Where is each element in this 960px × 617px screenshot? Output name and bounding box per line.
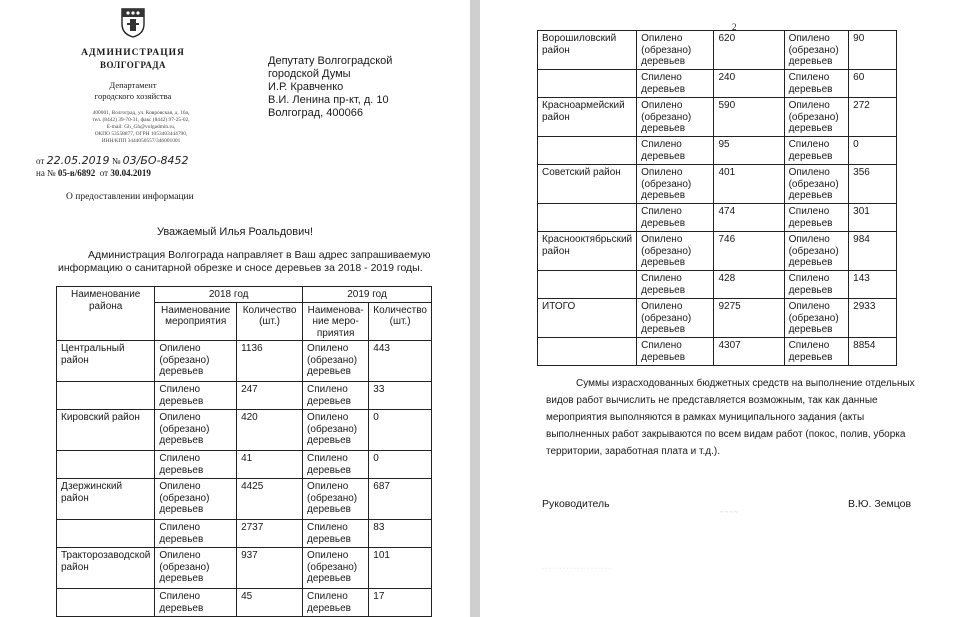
table-row [57, 341, 432, 382]
ref-date: 30.04.2019 [110, 168, 151, 178]
event-2019-cell: Опилено (обрезано) деревьев [784, 98, 849, 137]
event-2018-cell: Спилено деревьев [637, 137, 714, 165]
district-cell: Советский район [538, 165, 637, 204]
event-2019-cell: Опилено (обрезано) деревьев [784, 299, 849, 338]
qty-2018-cell: 41 [237, 451, 303, 479]
event-2019-cell: Спилено деревьев [303, 589, 369, 617]
qty-2019-cell: 90 [849, 31, 897, 70]
event-2019-cell: Опилено (обрезано) деревьев [303, 410, 369, 451]
qty-2018-cell: 2737 [237, 520, 303, 548]
table-row [57, 479, 432, 520]
address-line: тел. (8442) 39-70-31, факс (8442) 97-25-02, [92, 117, 190, 123]
event-2018-cell: Спилено деревьев [155, 451, 237, 479]
header-year-2019: 2019 год [303, 287, 432, 303]
address-line: 400001, Волгоград, ул. Ковровская, д. 16а, [92, 110, 190, 116]
qty-2019-cell: 0 [369, 410, 432, 451]
reg-number-prefix: № [111, 156, 121, 166]
qty-2019-cell: 0 [369, 451, 432, 479]
qty-2019-cell: 143 [849, 271, 897, 299]
event-2018-cell: Опилено (обрезано) деревьев [637, 98, 714, 137]
event-2019-cell: Опилено (обрезано) деревьев [303, 548, 369, 589]
table-row [57, 520, 432, 548]
letter-page-2 [480, 0, 960, 617]
qty-2018-cell: 247 [237, 382, 303, 410]
qty-2018-cell: 590 [714, 98, 784, 137]
qty-2018-cell: 1136 [237, 341, 303, 382]
ref-from: от [99, 168, 109, 178]
event-2018-cell: Опилено (обрезано) деревьев [637, 165, 714, 204]
qty-2019-cell: 2933 [849, 299, 897, 338]
event-2018-cell: Опилено (обрезано) деревьев [155, 410, 237, 451]
event-2018-cell: Спилено деревьев [155, 382, 237, 410]
event-2019-cell: Опилено (обрезано) деревьев [303, 341, 369, 382]
qty-2019-cell: 17 [369, 589, 432, 617]
event-2019-cell: Опилено (обрезано) деревьев [784, 232, 849, 271]
event-2018-cell: Спилено деревьев [637, 271, 714, 299]
recipient-line: Депутату Волгоградской [268, 55, 393, 67]
district-cell: Тракторозаводской район [57, 548, 155, 589]
header-year-2018: 2018 год [155, 287, 303, 303]
greeting: Уважаемый Илья Роальдович! [156, 226, 314, 238]
ref-prefix: на № [36, 168, 56, 178]
letter-subject: О предоставлении информации [66, 192, 194, 202]
budget-summary-paragraph: Суммы израсходованных бюджетных средств на выполнение отдельных видов работ вычислить не представляется возможным, так как данные мероприятия выполняются в рамках муниципального задания (акты выполненных работ закрываются по всем видам работ (покос, полив, уборка территории, заработная плата и т.д.). [546, 378, 915, 457]
qty-2018-cell: 401 [714, 165, 784, 204]
table-row [538, 338, 897, 366]
event-2019-cell: Опилено (обрезано) деревьев [303, 479, 369, 520]
district-cell [538, 204, 637, 232]
qty-2019-cell: 356 [849, 165, 897, 204]
district-cell [538, 137, 637, 165]
header-qty-2018: Количество (шт.) [237, 302, 303, 341]
qty-2019-cell: 60 [849, 70, 897, 98]
qty-2018-cell: 45 [237, 589, 303, 617]
header-event-2019: Наименова-ние меро-приятия [303, 302, 369, 341]
table-row [538, 137, 897, 165]
recipient-line: И.Р. Кравченко [268, 81, 344, 93]
qty-2019-cell: 272 [849, 98, 897, 137]
org-name-line1: АДМИНИСТРАЦИЯ [81, 48, 185, 58]
event-2019-cell: Спилено деревьев [784, 338, 849, 366]
address-line: ОКПО 53558877, ОГРН 1053403444790, [94, 131, 188, 137]
district-cell [57, 589, 155, 617]
table-header-row [57, 287, 432, 303]
executor-note-blurred: · · · · · · · · · · · · · · · · · · · · [542, 566, 611, 572]
event-2019-cell: Спилено деревьев [784, 204, 849, 232]
event-2018-cell: Спилено деревьев [637, 70, 714, 98]
qty-2019-cell: 687 [369, 479, 432, 520]
qty-2018-cell: 474 [714, 204, 784, 232]
qty-2019-cell: 301 [849, 204, 897, 232]
reg-number-handwritten: 03/БО-8452 [122, 154, 189, 167]
address-line: ИНН/КПП 3444050557/346001001 [101, 138, 181, 144]
district-cell: Кировский район [57, 410, 155, 451]
reg-from-prefix: от [36, 156, 45, 166]
district-cell: Краснооктябрьский район [538, 232, 637, 271]
event-2018-cell: Спилено деревьев [637, 338, 714, 366]
signature-mark: ~ ~ ~ ~ [720, 510, 738, 516]
table-row [538, 70, 897, 98]
registration-line [36, 154, 189, 167]
event-2018-cell: Опилено (обрезано) деревьев [637, 31, 714, 70]
event-2019-cell: Спилено деревьев [303, 520, 369, 548]
table-row [538, 232, 897, 271]
table-row [57, 382, 432, 410]
table-row [57, 410, 432, 451]
qty-2019-cell: 8854 [849, 338, 897, 366]
table-row [538, 299, 897, 338]
table-row [57, 451, 432, 479]
event-2018-cell: Спилено деревьев [155, 520, 237, 548]
header-event-2018: Наименование мероприятия [155, 302, 237, 341]
signature-name: В.Ю. Земцов [848, 498, 912, 510]
table-row [538, 31, 897, 70]
header-qty-2019: Количество (шт.) [369, 302, 432, 341]
qty-2018-cell: 4425 [237, 479, 303, 520]
qty-2019-cell: 0 [849, 137, 897, 165]
qty-2018-cell: 620 [714, 31, 784, 70]
letter-page-1 [0, 0, 470, 617]
recipient-line: городской Думы [268, 68, 351, 80]
qty-2018-cell: 428 [714, 271, 784, 299]
event-2019-cell: Спилено деревьев [784, 271, 849, 299]
event-2018-cell: Опилено (обрезано) деревьев [637, 232, 714, 271]
district-cell [538, 70, 637, 98]
event-2019-cell: Спилено деревьев [303, 382, 369, 410]
recipient-block [268, 55, 392, 120]
signature-role: Руководитель [542, 498, 610, 510]
qty-2019-cell: 83 [369, 520, 432, 548]
event-2018-cell: Опилено (обрезано) деревьев [637, 299, 714, 338]
event-2019-cell: Спилено деревьев [784, 137, 849, 165]
header-district: Наименование района [57, 287, 155, 341]
event-2018-cell: Опилено (обрезано) деревьев [155, 479, 237, 520]
district-cell: Дзержинский район [57, 479, 155, 520]
page-gap [470, 0, 480, 617]
event-2018-cell: Опилено (обрезано) деревьев [155, 548, 237, 589]
recipient-line: Волгоград, 400066 [268, 107, 364, 119]
district-cell [57, 451, 155, 479]
tree-data-table-part1 [56, 286, 432, 617]
table-row [57, 548, 432, 589]
district-cell [57, 382, 155, 410]
table-row [57, 589, 432, 617]
event-2019-cell: Опилено (обрезано) деревьев [784, 31, 849, 70]
recipient-line: В.И. Ленина пр-кт, д. 10 [268, 94, 389, 106]
qty-2019-cell: 443 [369, 341, 432, 382]
qty-2018-cell: 240 [714, 70, 784, 98]
qty-2019-cell: 101 [369, 548, 432, 589]
event-2019-cell: Спилено деревьев [303, 451, 369, 479]
qty-2018-cell: 95 [714, 137, 784, 165]
qty-2019-cell: 33 [369, 382, 432, 410]
department-line1: Департамент [109, 80, 157, 90]
intro-paragraph: Администрация Волгограда направляет в Ваш адрес запрашиваемую информацию о санитарной обрезке и сносе деревьев за 2018 - 2019 годы. [58, 249, 431, 274]
qty-2019-cell: 984 [849, 232, 897, 271]
table-row [538, 98, 897, 137]
qty-2018-cell: 4307 [714, 338, 784, 366]
event-2018-cell: Спилено деревьев [637, 204, 714, 232]
table-row [538, 165, 897, 204]
qty-2018-cell: 937 [237, 548, 303, 589]
reg-date-handwritten: 22.05.2019 [46, 154, 110, 167]
event-2018-cell: Опилено (обрезано) деревьев [155, 341, 237, 382]
address-line: E-mail: Gh_Gh@volgadmin.ru, [106, 124, 176, 130]
department-line2: городского хозяйства [94, 91, 172, 101]
ref-number: 05-в/6892 [57, 168, 96, 178]
page-number: 2 [732, 22, 737, 32]
district-cell: Центральный район [57, 341, 155, 382]
district-cell: ИТОГО [538, 299, 637, 338]
volgograd-coat-of-arms-icon [120, 6, 146, 38]
district-cell [538, 271, 637, 299]
reference-line [36, 168, 151, 178]
event-2019-cell: Опилено (обрезано) деревьев [784, 165, 849, 204]
event-2019-cell: Спилено деревьев [784, 70, 849, 98]
qty-2018-cell: 746 [714, 232, 784, 271]
org-name-line2: ВОЛГОГРАДА [99, 60, 167, 70]
district-cell [57, 520, 155, 548]
table-row [538, 271, 897, 299]
table-row [538, 204, 897, 232]
tree-data-table-part2 [537, 30, 897, 366]
event-2018-cell: Спилено деревьев [155, 589, 237, 617]
district-cell: Красноармейский район [538, 98, 637, 137]
district-cell [538, 338, 637, 366]
district-cell: Ворошиловский район [538, 31, 637, 70]
qty-2018-cell: 420 [237, 410, 303, 451]
qty-2018-cell: 9275 [714, 299, 784, 338]
